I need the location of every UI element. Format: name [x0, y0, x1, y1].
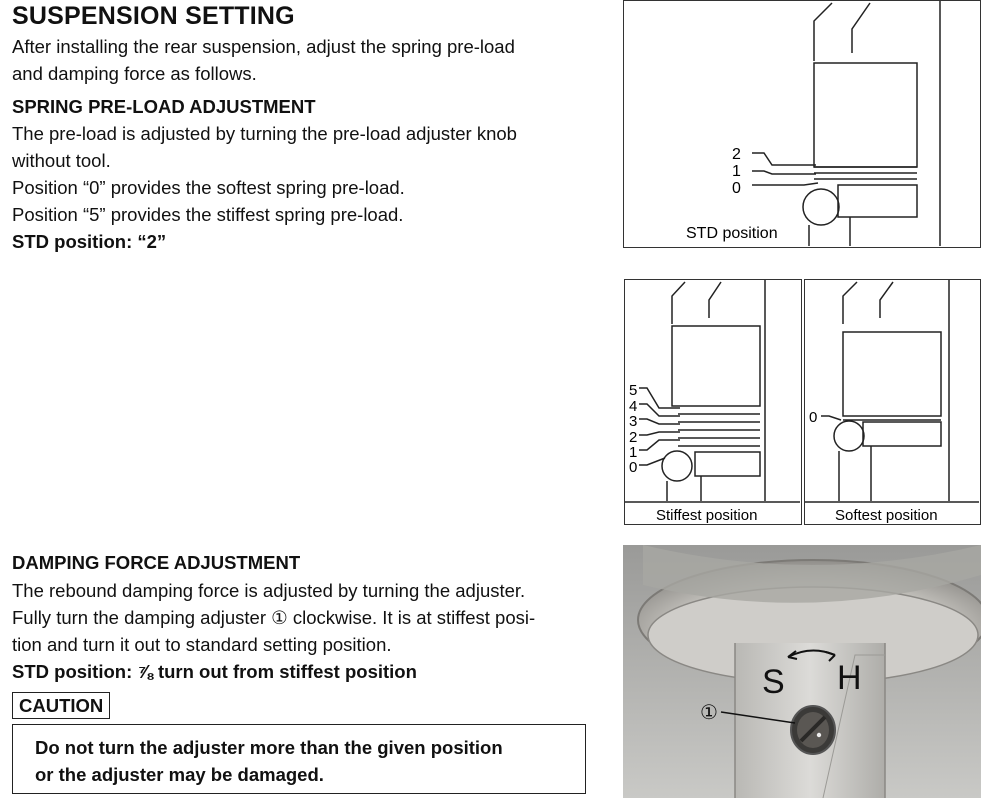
std-position-figure	[623, 0, 981, 248]
damping-adjuster-photo	[623, 545, 981, 798]
damping-std-position: STD position: ⅞ turn out from stiffest position	[12, 661, 417, 682]
damping-paragraph	[12, 577, 535, 685]
intro-line: After installing the rear suspension, adjust the spring pre-load	[12, 36, 515, 57]
spring-line: Position “5” provides the stiffest spring pre-load.	[12, 204, 404, 225]
softest-position-diagram	[805, 280, 979, 523]
spring-preload-paragraph	[12, 120, 517, 255]
std-number-0: 0	[732, 180, 741, 197]
spring-std-position: STD position: “2”	[12, 231, 167, 252]
stiffest-number-1: 1	[629, 444, 638, 461]
caution-box	[12, 724, 586, 794]
spring-preload-heading: SPRING PRE-LOAD ADJUSTMENT	[12, 96, 316, 117]
stiffest-caption: Stiffest position	[656, 507, 758, 523]
stiffest-position-figure	[624, 279, 802, 525]
stiffest-position-diagram	[625, 280, 800, 523]
stiffest-number-4: 4	[629, 398, 638, 415]
spring-line: without tool.	[12, 150, 111, 171]
adjuster-photo-illustration	[623, 545, 981, 798]
std-number-2: 2	[732, 146, 741, 163]
spring-line: Position “0” provides the softest spring pre-load.	[12, 177, 405, 198]
std-caption: STD position	[686, 225, 778, 242]
caution-label: CAUTION	[12, 692, 110, 719]
damping-force-heading: DAMPING FORCE ADJUSTMENT	[12, 552, 301, 573]
intro-paragraph	[12, 33, 515, 87]
std-number-1: 1	[732, 163, 741, 180]
damping-line: tion and turn it out to standard setting position.	[12, 634, 392, 655]
hard-marker-h: H	[837, 659, 862, 697]
page-title: SUSPENSION SETTING	[12, 2, 295, 30]
stiffest-number-0: 0	[629, 459, 638, 476]
soft-marker-s: S	[762, 663, 785, 701]
spring-line: The pre-load is adjusted by turning the pre-load adjuster knob	[12, 123, 517, 144]
caution-line: or the adjuster may be damaged.	[35, 764, 324, 785]
intro-line: and damping force as follows.	[12, 63, 257, 84]
softest-position-figure	[804, 279, 981, 525]
softest-caption: Softest position	[835, 507, 938, 523]
stiffest-number-5: 5	[629, 382, 638, 399]
damping-line: The rebound damping force is adjusted by turning the adjuster.	[12, 580, 526, 601]
std-position-diagram	[624, 1, 979, 246]
softest-number-0: 0	[809, 409, 818, 426]
caution-line: Do not turn the adjuster more than the given position	[35, 737, 503, 758]
damping-line: Fully turn the damping adjuster ① clockwise. It is at stiffest posi-	[12, 607, 536, 628]
adjuster-callout-number: ①	[700, 702, 718, 724]
stiffest-number-2: 2	[629, 429, 638, 446]
stiffest-number-3: 3	[629, 413, 638, 430]
